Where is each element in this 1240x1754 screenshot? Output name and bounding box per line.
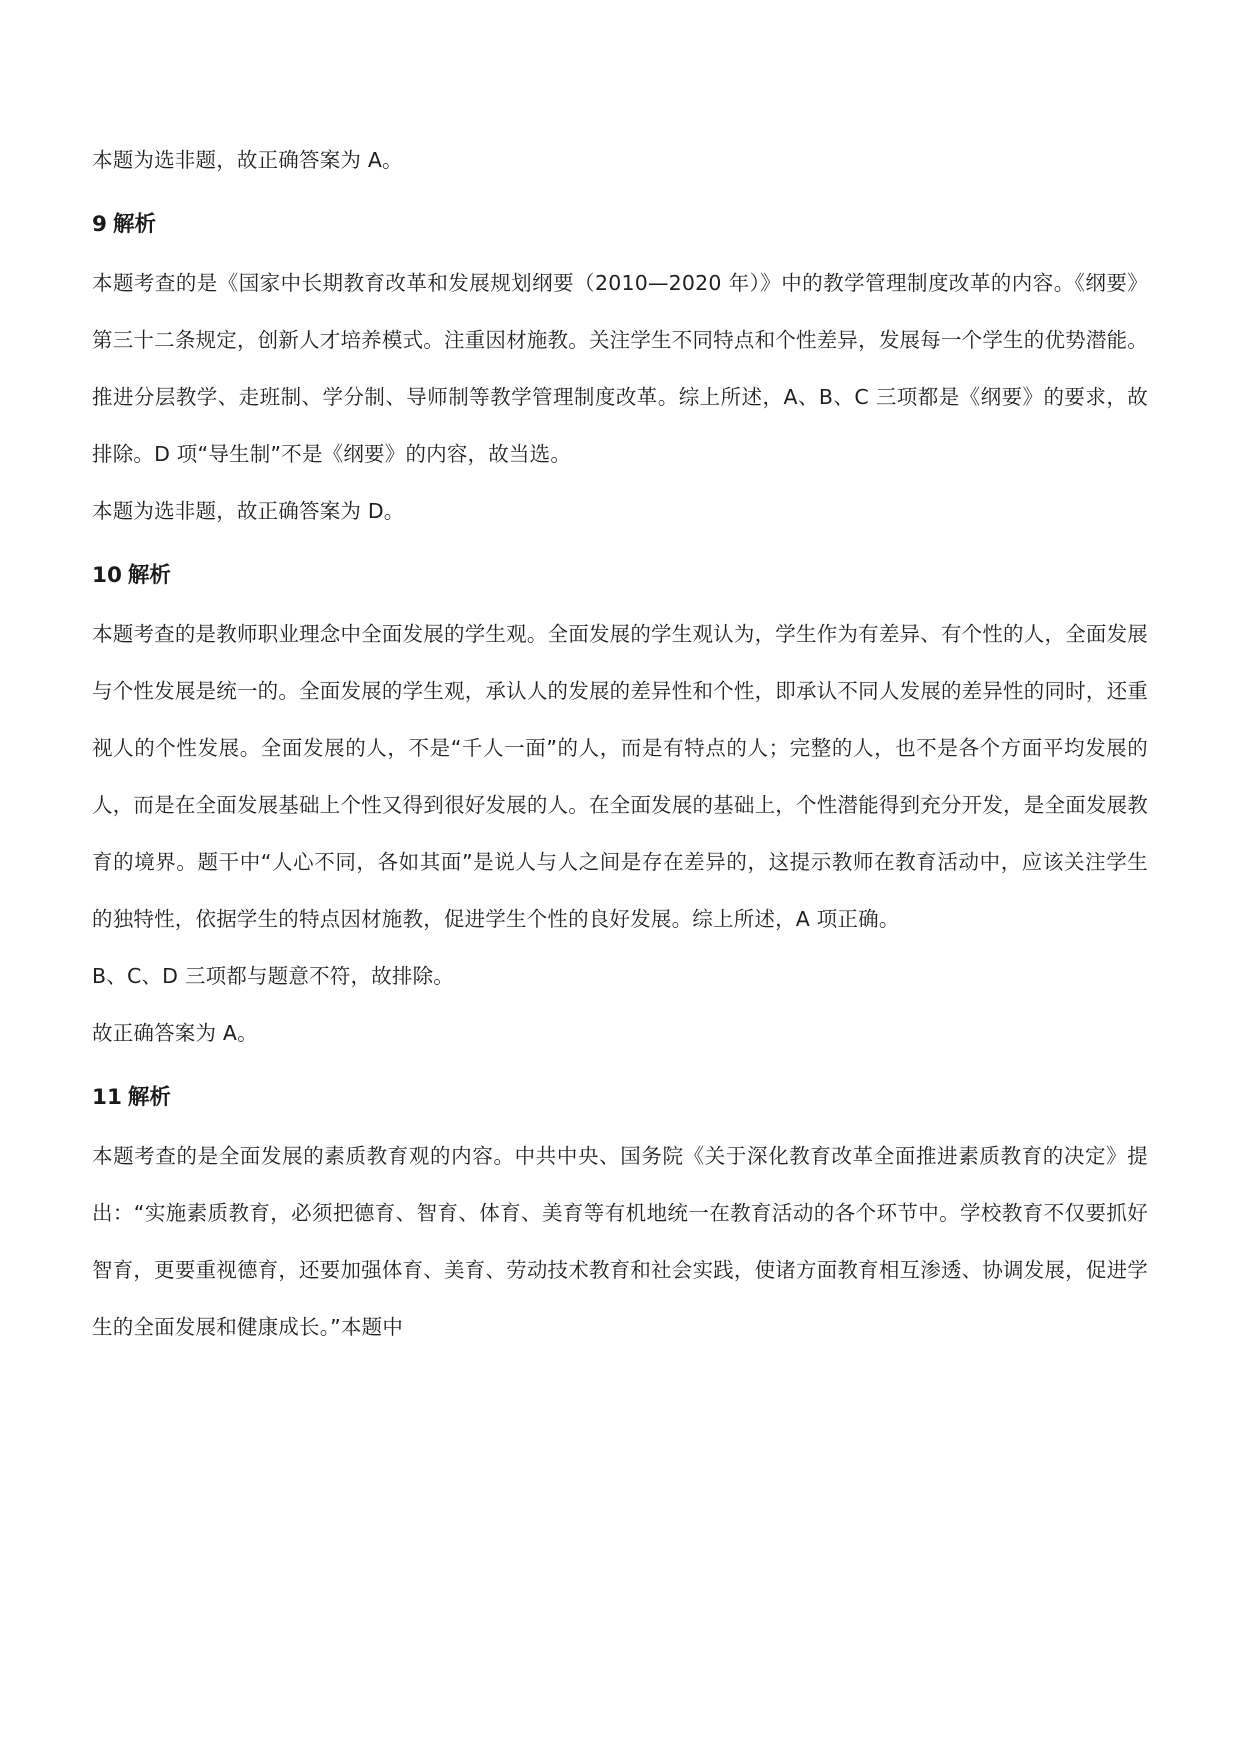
section-number-9: 9 [92,212,107,237]
section-label-10: 解析 [127,563,171,588]
section-number-11: 11 [92,1085,122,1110]
answer-line-8: 本题为选非题，故正确答案为 A。 [92,148,403,172]
answer-line-10: 故正确答案为 A。 [92,1021,258,1045]
section-number-10: 10 [92,563,122,588]
explanation-paragraph-9: 本题考查的是《国家中长期教育改革和发展规划纲要（2010—2020 年）》中的教学管理制度改革的内容。《纲要》第三十二条规定，创新人才培养模式。注重因材施教。关注学生不同特点和个性差异，发展每一个学生的优势潜能。推进分层教学、走班制、学分制、导师制等教学管理制度改革。综上所述，A、B、C 三项都是《纲要》的要求，故排除。D 项“导生制”不是《纲要》的内容，故当选。 [92,271,1148,466]
section-heading-9 [92,205,1148,245]
answer-line-9: 本题为选非题，故正确答案为 D。 [92,499,405,523]
explanation-paragraph-11: 本题考查的是全面发展的素质教育观的内容。中共中央、国务院《关于深化教育改革全面推进素质教育的决定》提出：“实施素质教育，必须把德育、智育、体育、美育等有机地统一在教育活动的各个环节中。学校教育不仅要抓好智育，更要重视德育，还要加强体育、美育、劳动技术教育和社会实践，使诸方面教育相互渗透、协调发展，促进学生的全面发展和健康成长。”本题中 [92,1144,1148,1339]
distractor-line-10: B、C、D 三项都与题意不符，故排除。 [92,964,454,988]
section-label-11: 解析 [127,1085,171,1110]
section-heading-10 [92,556,1148,596]
section-heading-11 [92,1078,1148,1118]
section-label-9: 解析 [112,212,156,237]
explanation-paragraph-10: 本题考查的是教师职业理念中全面发展的学生观。全面发展的学生观认为，学生作为有差异、有个性的人，全面发展与个性发展是统一的。全面发展的学生观，承认人的发展的差异性和个性，即承认不同人发展的差异性的同时，还重视人的个性发展。全面发展的人，不是“千人一面”的人，而是有特点的人；完整的人，也不是各个方面平均发展的人，而是在全面发展基础上个性又得到很好发展的人。在全面发展的基础上，个性潜能得到充分开发，是全面发展教育的境界。题干中“人心不同，各如其面”是说人与人之间是存在差异的，这提示教师在教育活动中，应该关注学生的独特性，依据学生的特点因材施教，促进学生个性的良好发展。综上所述，A 项正确。 [92,622,1148,931]
